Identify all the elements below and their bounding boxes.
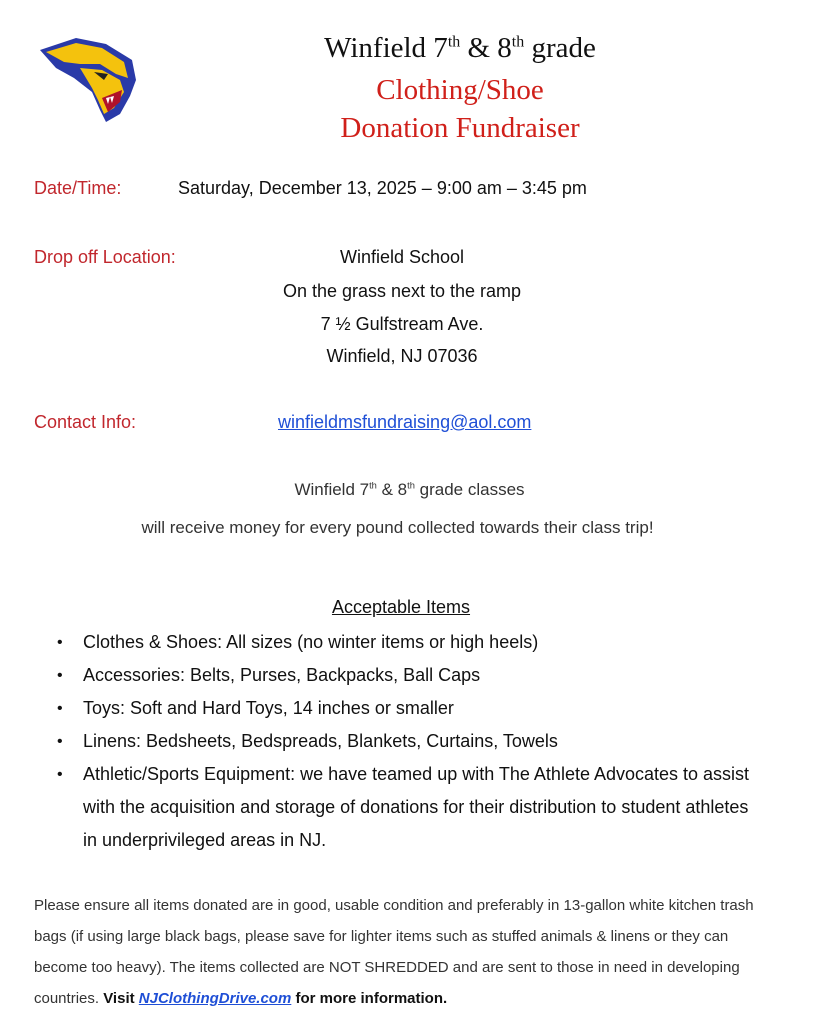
- njclothingdrive-link[interactable]: NJClothingDrive.com: [138, 990, 292, 1007]
- page-title-line3: Donation Fundraiser: [340, 112, 580, 144]
- list-item: • Accessories: Belts, Purses, Backpacks, Ball Caps: [55, 659, 755, 692]
- location-line: On the grass next to the ramp: [282, 281, 522, 301]
- list-item: • Athletic/Sports Equipment: we have teamed up with The Athlete Advocates to assist with the acquisition and storage of donations for their distribution to student athletes in underprivileged areas in NJ.: [55, 758, 755, 857]
- contact-email-link[interactable]: winfieldmsfundraising@aol.com: [278, 412, 532, 432]
- footer-after: for more information.: [295, 990, 448, 1007]
- page-title-line1: Winfield 7th & 8th grade: [324, 32, 596, 64]
- footer-visit: Visit: [103, 990, 135, 1007]
- datetime-label: Date/Time:: [34, 178, 122, 198]
- footer-text: Please ensure all items donated are in good, usable condition and preferably in 13-gallon white kitchen trash bags (if using large black bags, please save for lighter items such as stuffed animals & linens or they can become too heavy). The items collected are NOT SHREDDED and are sent to those in need in developing countries.: [34, 897, 754, 1007]
- location-line: Winfield, NJ 07036: [326, 346, 478, 366]
- classes-note-line1: Winfield 7th & 8th grade classes: [294, 480, 525, 499]
- location-label: Drop off Location:: [34, 247, 176, 267]
- acceptable-items-title: Acceptable Items: [331, 597, 471, 617]
- classes-note-line2: will receive money for every pound collected towards their class trip!: [141, 518, 654, 537]
- location-line: 7 ½ Gulfstream Ave.: [320, 314, 484, 334]
- acceptable-items-list: [55, 626, 755, 857]
- location-line: Winfield School: [339, 247, 465, 267]
- wildcat-mascot-icon: [36, 34, 140, 126]
- page-title-line2: Clothing/Shoe: [376, 74, 544, 106]
- list-item: • Linens: Bedsheets, Bedspreads, Blankets, Curtains, Towels: [55, 725, 755, 758]
- datetime-value: Saturday, December 13, 2025 – 9:00 am – 3:45 pm: [178, 178, 587, 198]
- list-item: • Clothes & Shoes: All sizes (no winter items or high heels): [55, 626, 755, 659]
- contact-label: Contact Info:: [34, 412, 137, 432]
- list-item: • Toys: Soft and Hard Toys, 14 inches or smaller: [55, 692, 755, 725]
- footer-note: [34, 890, 779, 1014]
